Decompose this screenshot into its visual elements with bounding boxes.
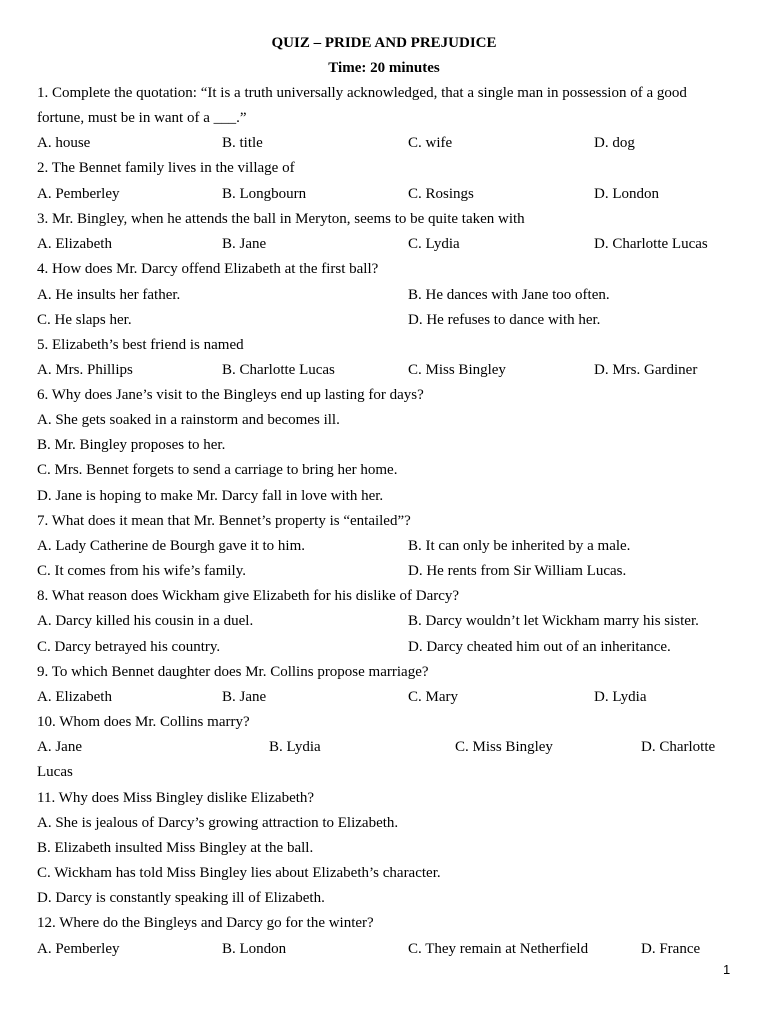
question-12-option-c: C. They remain at Netherfield <box>408 941 589 957</box>
question-9-option-c: C. Mary <box>408 689 458 705</box>
question-5-option-c: C. Miss Bingley <box>408 362 506 378</box>
question-9-option-a: A. Elizabeth <box>37 689 112 705</box>
question-9-text: 9. To which Bennet daughter does Mr. Collins propose marriage? <box>37 664 429 680</box>
question-1-text-line1: 1. Complete the quotation: “It is a truth universally acknowledged, that a single man in possession of a good <box>37 85 687 101</box>
question-2-option-d: D. London <box>594 186 659 202</box>
question-3-option-a: A. Elizabeth <box>37 236 112 252</box>
question-3-option-c: C. Lydia <box>408 236 460 252</box>
question-10-option-d: D. Charlotte <box>641 739 716 755</box>
question-3-option-b: B. Jane <box>222 236 267 252</box>
question-6-option-a: A. She gets soaked in a rainstorm and becomes ill. <box>37 412 340 428</box>
question-11-option-b: B. Elizabeth insulted Miss Bingley at the ball. <box>37 840 314 856</box>
question-6-option-c: C. Mrs. Bennet forgets to send a carriage to bring her home. <box>37 462 398 478</box>
question-10-text: 10. Whom does Mr. Collins marry? <box>37 714 250 730</box>
question-2-text: 2. The Bennet family lives in the village of <box>37 160 295 176</box>
question-8-option-d: D. Darcy cheated him out of an inheritance. <box>408 639 671 655</box>
question-11-option-c: C. Wickham has told Miss Bingley lies about Elizabeth’s character. <box>37 865 441 881</box>
question-5-option-d: D. Mrs. Gardiner <box>594 362 698 378</box>
question-5-option-a: A. Mrs. Phillips <box>37 362 133 378</box>
question-10-option-d-continued: Lucas <box>37 764 73 780</box>
question-1-option-b: B. title <box>222 135 263 151</box>
question-11-text: 11. Why does Miss Bingley dislike Elizabeth? <box>37 790 315 806</box>
question-3-option-d: D. Charlotte Lucas <box>594 236 708 252</box>
question-1-option-d: D. dog <box>594 135 635 151</box>
question-1-option-a: A. house <box>37 135 91 151</box>
question-10-option-a: A. Jane <box>37 739 82 755</box>
question-10-option-c: C. Miss Bingley <box>455 739 553 755</box>
time-limit: Time: 20 minutes <box>328 60 440 76</box>
question-5-option-b: B. Charlotte Lucas <box>222 362 335 378</box>
question-9-option-b: B. Jane <box>222 689 267 705</box>
question-2-option-b: B. Longbourn <box>222 186 307 202</box>
question-6-option-d: D. Jane is hoping to make Mr. Darcy fall in love with her. <box>37 488 384 504</box>
question-12-option-d: D. France <box>641 941 701 957</box>
question-7-option-b: B. It can only be inherited by a male. <box>408 538 631 554</box>
question-4-option-d: D. He refuses to dance with her. <box>408 312 601 328</box>
question-4-option-c: C. He slaps her. <box>37 312 132 328</box>
question-2-option-c: C. Rosings <box>408 186 474 202</box>
question-8-option-b: B. Darcy wouldn’t let Wickham marry his sister. <box>408 613 699 629</box>
question-12-option-a: A. Pemberley <box>37 941 120 957</box>
question-6-text: 6. Why does Jane’s visit to the Bingleys end up lasting for days? <box>37 387 424 403</box>
question-12-text: 12. Where do the Bingleys and Darcy go for the winter? <box>37 915 374 931</box>
question-8-text: 8. What reason does Wickham give Elizabeth for his dislike of Darcy? <box>37 588 460 604</box>
question-12-option-b: B. London <box>222 941 287 957</box>
question-7-text: 7. What does it mean that Mr. Bennet’s property is “entailed”? <box>37 513 411 529</box>
question-11-option-a: A. She is jealous of Darcy’s growing attraction to Elizabeth. <box>37 815 399 831</box>
question-11-option-d: D. Darcy is constantly speaking ill of Elizabeth. <box>37 890 325 906</box>
question-8-option-a: A. Darcy killed his cousin in a duel. <box>37 613 254 629</box>
quiz-title: QUIZ – PRIDE AND PREJUDICE <box>271 35 497 51</box>
question-2-option-a: A. Pemberley <box>37 186 120 202</box>
question-1-text-line2: fortune, must be in want of a ___.” <box>37 110 247 126</box>
question-7-option-a: A. Lady Catherine de Bourgh gave it to him. <box>37 538 306 554</box>
question-6-option-b: B. Mr. Bingley proposes to her. <box>37 437 226 453</box>
question-7-option-c: C. It comes from his wife’s family. <box>37 563 246 579</box>
question-4-option-b: B. He dances with Jane too often. <box>408 287 610 303</box>
page-number: 1 <box>723 962 731 977</box>
question-7-option-d: D. He rents from Sir William Lucas. <box>408 563 627 579</box>
question-8-option-c: C. Darcy betrayed his country. <box>37 639 221 655</box>
question-4-option-a: A. He insults her father. <box>37 287 181 303</box>
question-10-option-b: B. Lydia <box>269 739 321 755</box>
question-1-option-c: C. wife <box>408 135 453 151</box>
question-9-option-d: D. Lydia <box>594 689 647 705</box>
question-3-text: 3. Mr. Bingley, when he attends the ball in Meryton, seems to be quite taken with <box>37 211 525 227</box>
question-5-text: 5. Elizabeth’s best friend is named <box>37 337 244 353</box>
question-4-text: 4. How does Mr. Darcy offend Elizabeth at the first ball? <box>37 261 379 277</box>
